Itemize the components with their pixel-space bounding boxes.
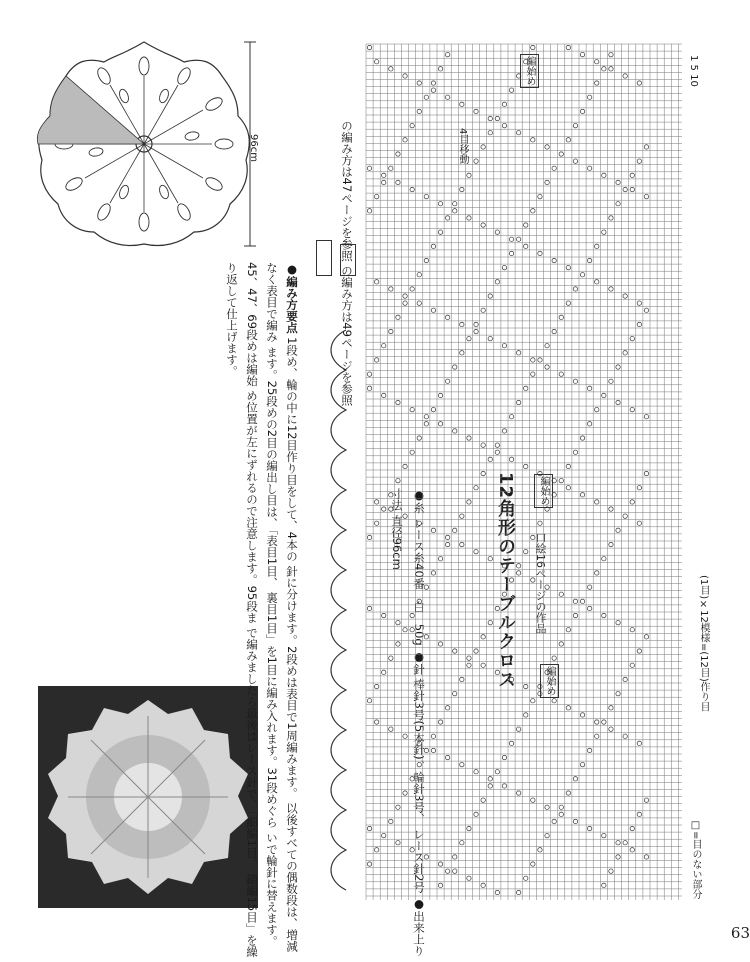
- instructions-heading: ●編み方要点: [285, 262, 299, 334]
- needles-heading: ●針: [412, 649, 426, 675]
- needles-text-2: レース針2号: [412, 828, 426, 893]
- instructions-block: [222, 262, 302, 962]
- instruction-line: ます。25段めの2目の編出し目は、「表目1目、: [265, 346, 279, 589]
- instruction-line: 以後すべての偶数段は、増減なく表目で編み: [265, 262, 299, 952]
- page-title: 12角形のテーブルクロス: [495, 472, 516, 690]
- scalloped-edge: [331, 330, 346, 890]
- repeat-note: (1目)×12模様=(12目)作り目: [698, 575, 709, 712]
- instruction-line: で編みましたら最後はレース針で、「細編1目、: [245, 626, 259, 870]
- start-label-1: 編始め: [520, 54, 539, 88]
- needles-text: 棒針3号(5本針)、輪針3号、: [412, 678, 426, 825]
- knitting-chart: [322, 40, 686, 904]
- start-label-3: 編始め: [540, 664, 559, 698]
- legend-note: □=目のない部分: [690, 820, 701, 900]
- doily-section-shade: [37, 76, 144, 144]
- size-heading: ●出来上り寸法: [390, 488, 426, 957]
- chart-grid-lines: [366, 44, 682, 900]
- yarn-text: レース糸40番 白 50g: [412, 517, 426, 646]
- yarn-heading: ●糸: [412, 488, 426, 514]
- instruction-line: 1段め、輪の中に12目作り目をして、4本の: [285, 337, 299, 562]
- chart-ref-2: の編み方は49ページを参照: [340, 264, 354, 406]
- diameter-label: 96cm: [248, 134, 259, 162]
- instruction-line: 針に分けます。2段めは表目で1周編みます。: [285, 565, 299, 799]
- instruction-line: 鎖編15目」を繰り返して仕上げます。: [225, 262, 259, 958]
- shift-label: 4目移動: [457, 128, 468, 165]
- credit-text: 口絵16ページの作品: [534, 532, 547, 634]
- chart-ref-1: の編み方は47ページを参照: [340, 120, 354, 262]
- instruction-line: いで輪針に替えます。45、47、69段めは編始: [245, 262, 279, 947]
- column-numbers: 1 5 10: [688, 55, 699, 87]
- instruction-line: 裏目1目」を1目に編み入れます。31段めぐら: [265, 591, 279, 829]
- instruction-line: め位置が左にずれるので注意します。95段ま: [245, 390, 259, 624]
- page-number: 63: [730, 924, 750, 942]
- size-text: 直径96cm: [390, 514, 404, 570]
- start-label-2: 編始め: [534, 474, 553, 508]
- doily-diagram: [24, 36, 264, 252]
